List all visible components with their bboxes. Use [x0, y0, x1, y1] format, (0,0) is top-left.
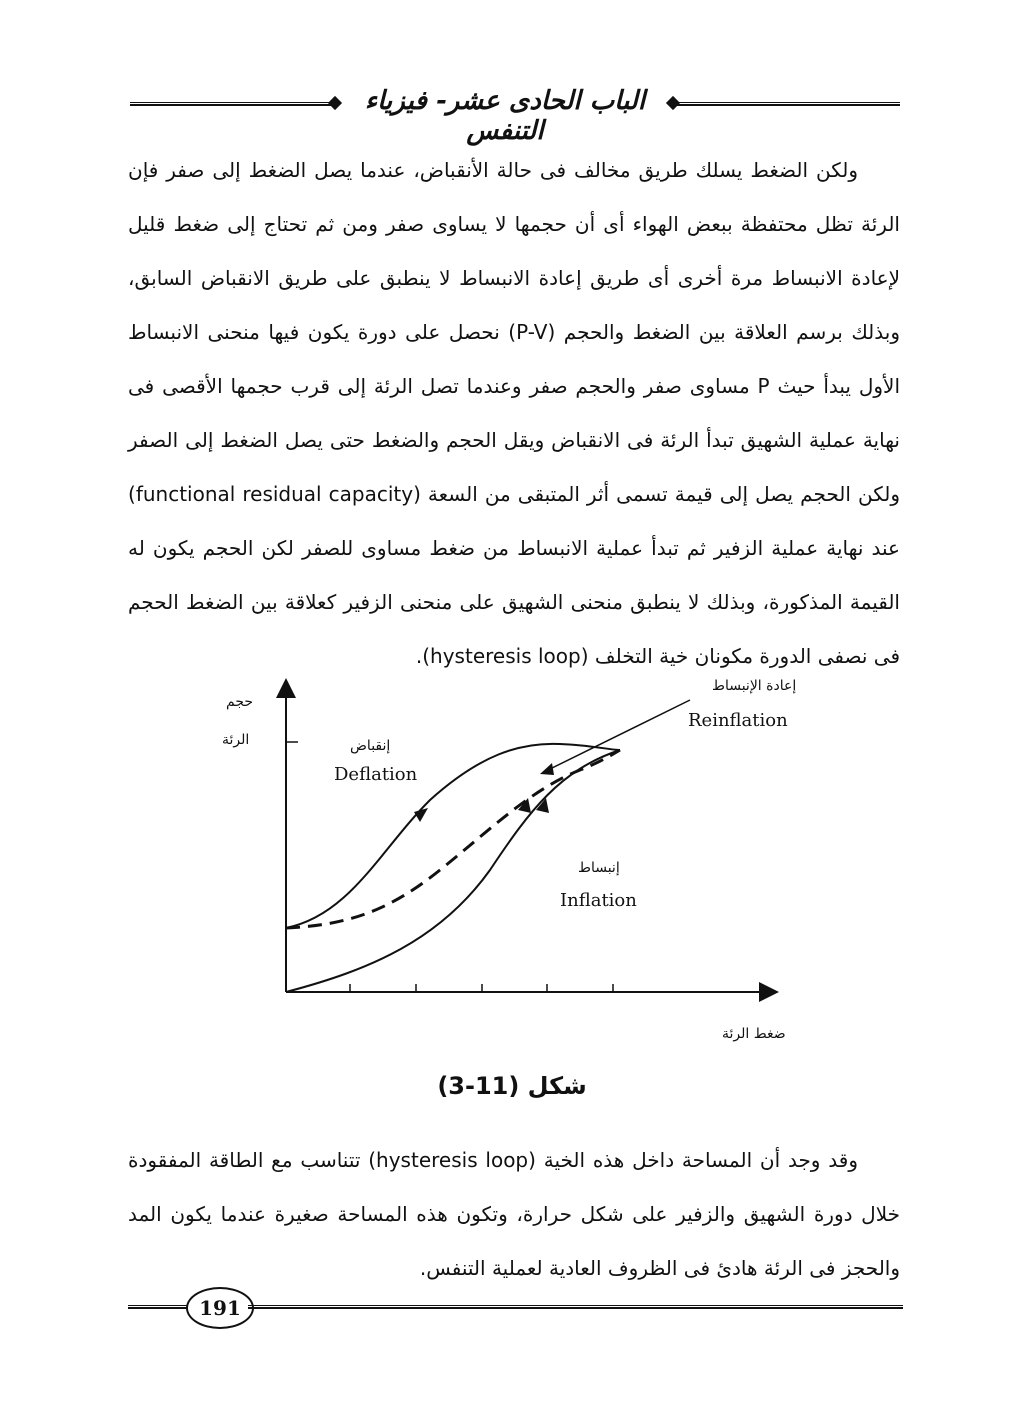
inflation-label-ar: إنبساط — [578, 860, 620, 876]
pv-hysteresis-figure — [200, 670, 820, 1060]
footer-rule-right — [248, 1305, 903, 1309]
header-rule-left — [130, 102, 335, 106]
page-number: 191 — [186, 1287, 254, 1329]
y-axis-label-line2: الرئة — [222, 732, 250, 748]
reinflation-label-en: Reinflation — [688, 710, 788, 731]
inflation-label-en: Inflation — [560, 890, 637, 911]
deflation-label-ar: إنقباض — [350, 738, 391, 754]
deflation-arrow — [414, 808, 428, 822]
reinflation-pointer — [548, 700, 690, 770]
x-axis-label: ضغط الرئة — [722, 1026, 786, 1042]
deflation-label-en: Deflation — [334, 764, 418, 785]
page-footer — [128, 1285, 903, 1335]
paragraph-1: ولكن الضغط يسلك طريق مخالف فى حالة الأنقباض، عندما يصل الضغط إلى صفر فإن الرئة تظل محتفظة ببعض الهواء أى أن حجمها لا يساوى صفر ومن ثم تحتاج إلى ضغط قليل لإعادة الانبساط مرة أخرى أى طريق إعادة الانبساط لا ينطبق على طريق الانقباض السابق، وبذلك برسم العلاقة بين الضغط والحجم (P-V) نحصل على دورة يكون فيها منحنى الانبساط الأول يبدأ حيث P مساوى صفر والحجم صفر وعندما تصل الرئة إلى قرب حجمها الأقصى فى نهاية عملية الشهيق تبدأ الرئة فى الانقباض ويقل الحجم والضغط حتى يصل الضغط إلى الصفر ولكن الحجم يصل إلى قيمة تسمى أثر المتبقى من السعة (functional residual capacity) عند نهاية عملية الزفير ثم تبدأ عملية الانبساط من ضغط مساوى للصفر لكن الحجم يكون له القيمة المذكورة، وبذلك لا ينطبق منحنى الشهيق على منحنى الزفير كعلاقة بين الضغط الحجم فى نصفى الدورة مكونان خية التخلف (hysteresis loop). — [128, 158, 900, 668]
figure-caption: شكل (11-3) — [437, 1072, 587, 1100]
reinflation-label-ar: إعادة الإنبساط — [712, 678, 797, 694]
reinflation-pointer-head — [540, 763, 554, 775]
chapter-title: الباب الحادى عشر- فيزياء التنفس — [364, 86, 646, 146]
inflation-curve — [286, 750, 620, 992]
page-header — [130, 84, 900, 146]
footer-rule-left — [128, 1305, 188, 1309]
paragraph-2: وقد وجد أن المساحة داخل هذه الخية (hysteresis loop) تتناسب مع الطاقة المفقودة خلال دورة الشهيق والزفير على شكل حرارة، وتكون هذه المساحة صغيرة عندما يكون المد والحجز فى الرئة هادئ فى الظروف العادية لعملية التنفس. — [128, 1148, 900, 1280]
y-axis-label-line1: حجم — [226, 694, 254, 710]
header-rule-right — [675, 102, 900, 106]
